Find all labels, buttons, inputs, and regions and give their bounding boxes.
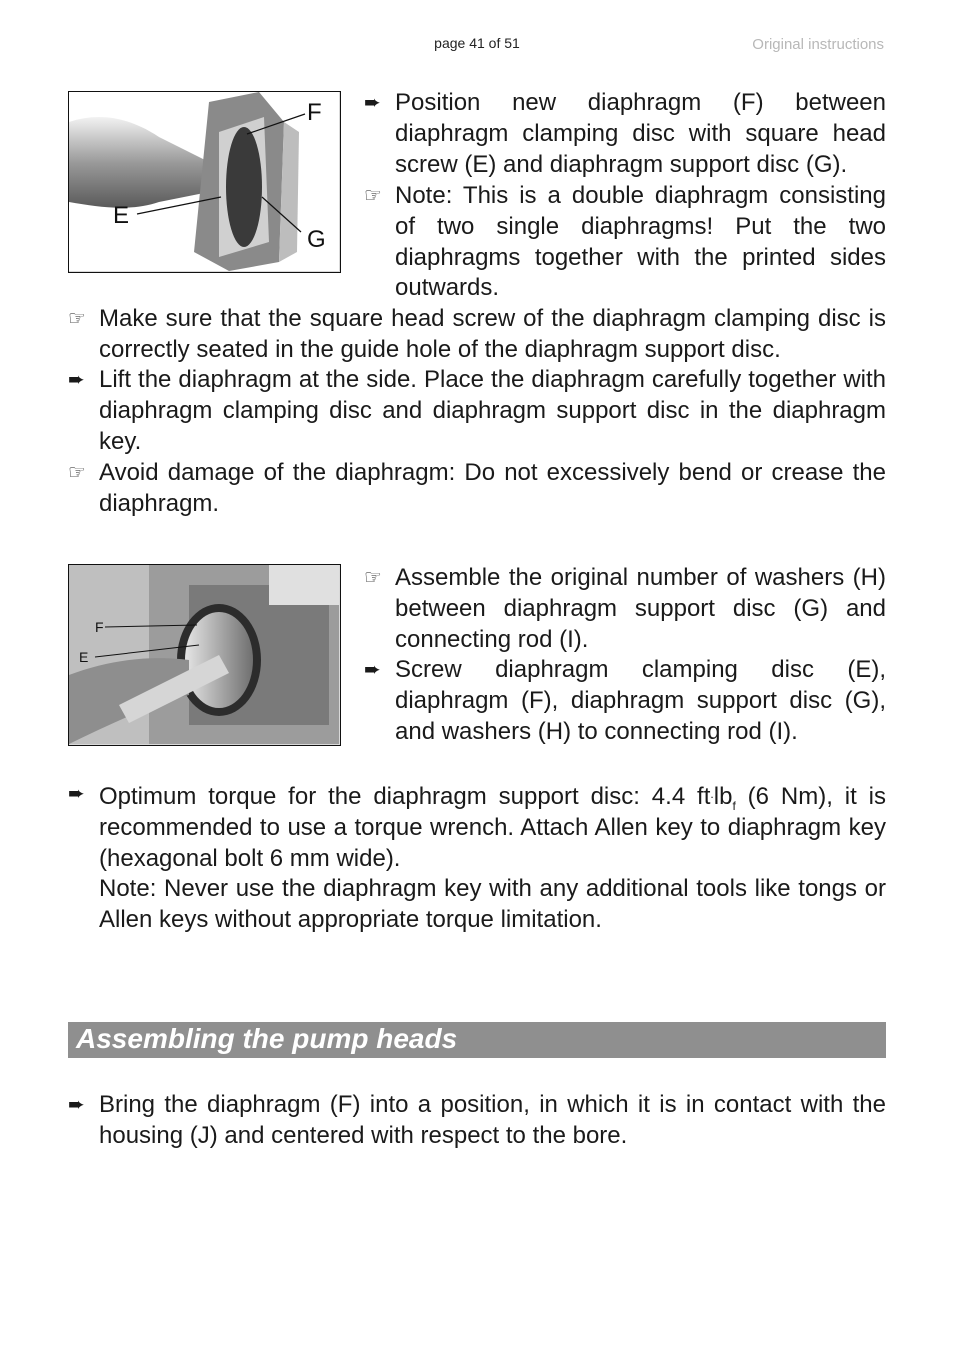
torque-text [99, 779, 886, 874]
torque-unit-subscript: f [732, 799, 736, 813]
instruction-step [68, 365, 886, 457]
pointing-hand-icon: ☞ [68, 308, 86, 330]
section-title: Assembling the pump heads [68, 1022, 886, 1058]
pointing-hand-icon: ☞ [68, 462, 86, 484]
torque-unit: lb [713, 783, 733, 810]
figure1-label-g: G [307, 226, 326, 253]
note-text: Note: This is a double diaphragm consisting of two single diaphragms! Put the two diaphragms together with the printed sides outwards. [395, 182, 886, 302]
pointing-hand-icon: ☞ [364, 567, 382, 589]
arrow-icon: ➨ [364, 659, 381, 681]
arrow-icon: ➨ [68, 369, 85, 391]
document-type-label: Original instructions [752, 36, 884, 53]
note-text: Assemble the original number of washers (H) between diaphragm support disc (G) and connecting rod (I). [395, 564, 886, 653]
step-text: Bring the diaphragm (F) into a position, in which it is in contact with the housing (J) and centered with respect to the bore. [99, 1091, 886, 1149]
torque-instruction [68, 779, 886, 936]
arrow-icon: ➨ [68, 783, 85, 805]
torque-text-c: (6 Nm), it is recommended to use a torque wrench. Attach Allen key to diaphragm key (hexagonal bolt 6 mm wide). [99, 783, 886, 872]
arrow-icon: ➨ [68, 1094, 85, 1116]
figure2-label-e: E [79, 649, 89, 665]
note-item [68, 458, 886, 520]
diaphragm-key-photo [68, 91, 341, 273]
arrow-icon: ➨ [364, 92, 381, 114]
instruction-step [68, 1090, 886, 1152]
instruction-step [364, 88, 886, 180]
step-text: Position new diaphragm (F) between diaphragm clamping disc with square head screw (E) and diaphragm support disc (G). [395, 89, 886, 178]
torque-text-a: Optimum torque for the diaphragm support disc: 4.4 ft [99, 783, 711, 810]
instruction-step [364, 655, 886, 747]
figure2-label-f: F [95, 619, 104, 635]
pump-head-assembly-photo [68, 564, 341, 746]
note-text: Make sure that the square head screw of the diaphragm clamping disc is correctly seated in the guide hole of the diaphragm support disc. [99, 305, 886, 363]
note-item [364, 563, 886, 655]
step-text: Screw diaphragm clamping disc (E), diaphragm (F), diaphragm support disc (G), and washers (H) to connecting rod (I). [395, 656, 886, 745]
step-text: Lift the diaphragm at the side. Place the diaphragm carefully together with diaphragm clamping disc and diaphragm support disc in the diaphragm key. [99, 366, 886, 455]
note-item [364, 181, 886, 304]
figure1-label-f: F [307, 99, 322, 126]
figure1-label-e: E [113, 202, 130, 229]
torque-dot: . [710, 787, 714, 801]
note-item [68, 304, 886, 366]
note-text: Avoid damage of the diaphragm: Do not excessively bend or crease the diaphragm. [99, 459, 886, 517]
torque-note: Note: Never use the diaphragm key with any additional tools like tongs or Allen keys without appropriate torque limitation. [99, 875, 886, 934]
pointing-hand-icon: ☞ [364, 185, 382, 207]
page-number: page 41 of 51 [434, 35, 520, 51]
